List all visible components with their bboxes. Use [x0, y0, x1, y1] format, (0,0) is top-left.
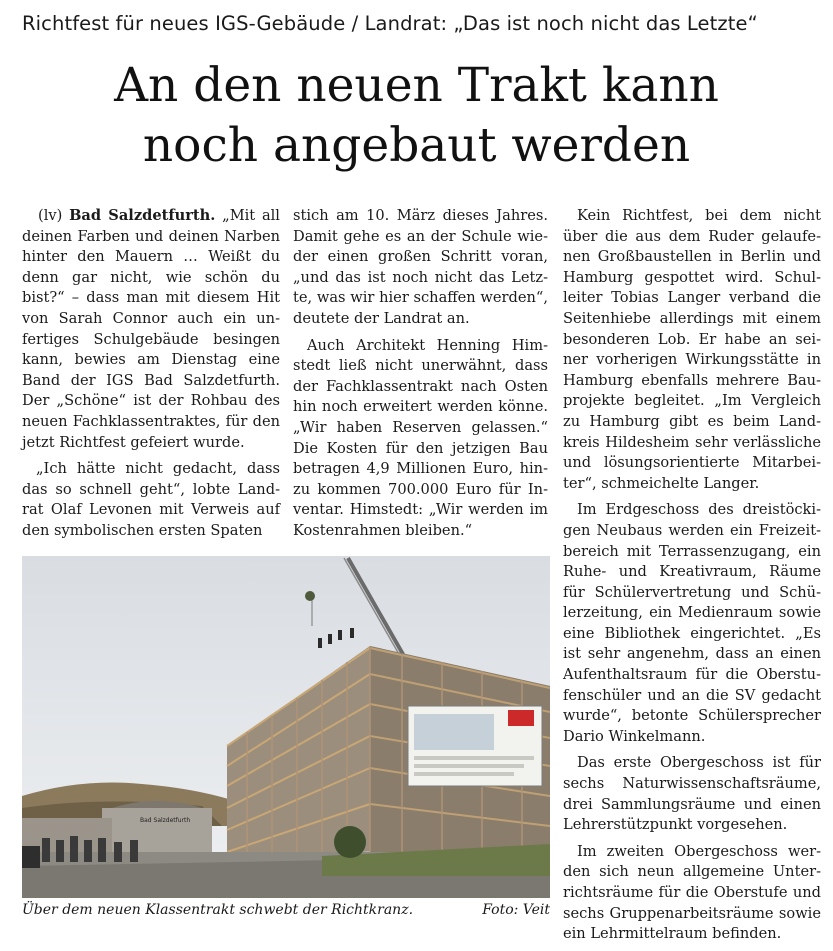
photo-caption — [22, 902, 550, 918]
headline — [0, 56, 833, 176]
building-sign: Bad Salzdetfurth — [140, 817, 191, 824]
article-column-1 — [22, 206, 280, 548]
paragraph: Kein Richtfest, bei dem nicht über die aus dem Ruder gelaufenen Großbaustellen in Berlin und Hamburg gespottet wird. Schulleiter Tobias Langer verband die Seitenhiebe allerdings mit einem besonderen Lob. Er habe an seiner vorherigen Wirkungsstätte in Hamburg ebenfalls mehrere Bauprojekte begleitet. „Im Vergleich zu Hamburg gibt es beim Landkreis Hildesheim sehr verlässliche und lösungsorientierte Mitarbeiter“, schmeichelte Langer. — [563, 207, 821, 492]
construction-site-illustration — [22, 556, 550, 898]
headline-line-1: An den neuen Trakt kann — [114, 58, 719, 113]
paragraph: Im Erdgeschoss des dreistöckigen Neubaus werden ein Freizeitbereich mit Terrassenzugang, ein Ruhe- und Kreativraum, Räume für Schülervertretung und Schülerzeitung, ein Medienraum sowie eine Bibliothek eingerichtet. „Es ist sehr angenehm, dass an einen Aufenthaltsraum für die Oberstufenschüler und an die SV gedacht wurde“, betonte Schülersprecher Dario Winkelmann. — [563, 501, 821, 745]
kicker: Richtfest für neues IGS-Gebäude / Landrat: „Das ist noch nicht das Letzte“ — [22, 12, 758, 35]
paragraph: Im zweiten Obergeschoss werden sich neun allgemeine Unterrichtsräume für die Oberstufe und sechs Gruppenarbeitsräume sowie ein Lehrmittelraum befinden. — [563, 842, 821, 943]
author-tag: (lv) — [38, 207, 70, 224]
photo-credit: Foto: Veit — [482, 902, 550, 918]
article-column-3 — [563, 206, 821, 951]
paragraph-text: „Mit all deinen Farben und deinen Narben hinter den Mauern … Weißt du denn gar nicht, wie schön du bist?“ – dass man mit diesem Hit von Sarah Connor auch ein unfertiges Schulgebäude besingen kann, bewies am Dienstag eine Band der IGS Bad Salzdetfurth. Der „Schöne“ ist der Rohbau des neuen Fachklassentraktes, für den jetzt Richtfest gefeiert wurde. — [22, 207, 280, 451]
article-photo — [22, 556, 550, 898]
topping-wreath — [305, 591, 315, 601]
paragraph: Auch Architekt Henning Himstedt ließ nicht unerwähnt, dass der Fachklassentrakt nach Osten hin noch erweitert werden könne. „Wir haben Reserven gelassen.“ Die Kosten für den jetzigen Bau betragen 4,9 Millionen Euro, hinzu kommen 700.000 Euro für Inventar. Himstedt: „Wir werden im Kostenrahmen bleiben.“ — [293, 336, 548, 539]
dateline: Bad Salzdetfurth. — [69, 207, 216, 224]
caption-text: Über dem neuen Klassentrakt schwebt der Richtkranz. — [22, 902, 414, 918]
paragraph: stich am 10. März dieses Jahres. Damit gehe es an der Schule wieder einen großen Schritt voran, „und das ist noch nicht das Letzte, was wir hier schaffen werden“, deutete der Landrat an. — [293, 207, 548, 327]
paragraph: Das erste Obergeschoss ist für sechs Naturwissenschaftsräume, drei Sammlungsräume und einen Lehrerstützpunkt vorgesehen. — [563, 754, 821, 834]
paragraph: „Ich hätte nicht gedacht, dass das so schnell geht“, lobte Landrat Olaf Levonen mit Verweis auf den symbolischen ersten Spaten — [22, 460, 280, 539]
headline-line-2: noch angebaut werden — [142, 118, 691, 173]
paragraph — [22, 206, 280, 453]
article-column-2 — [293, 206, 548, 548]
